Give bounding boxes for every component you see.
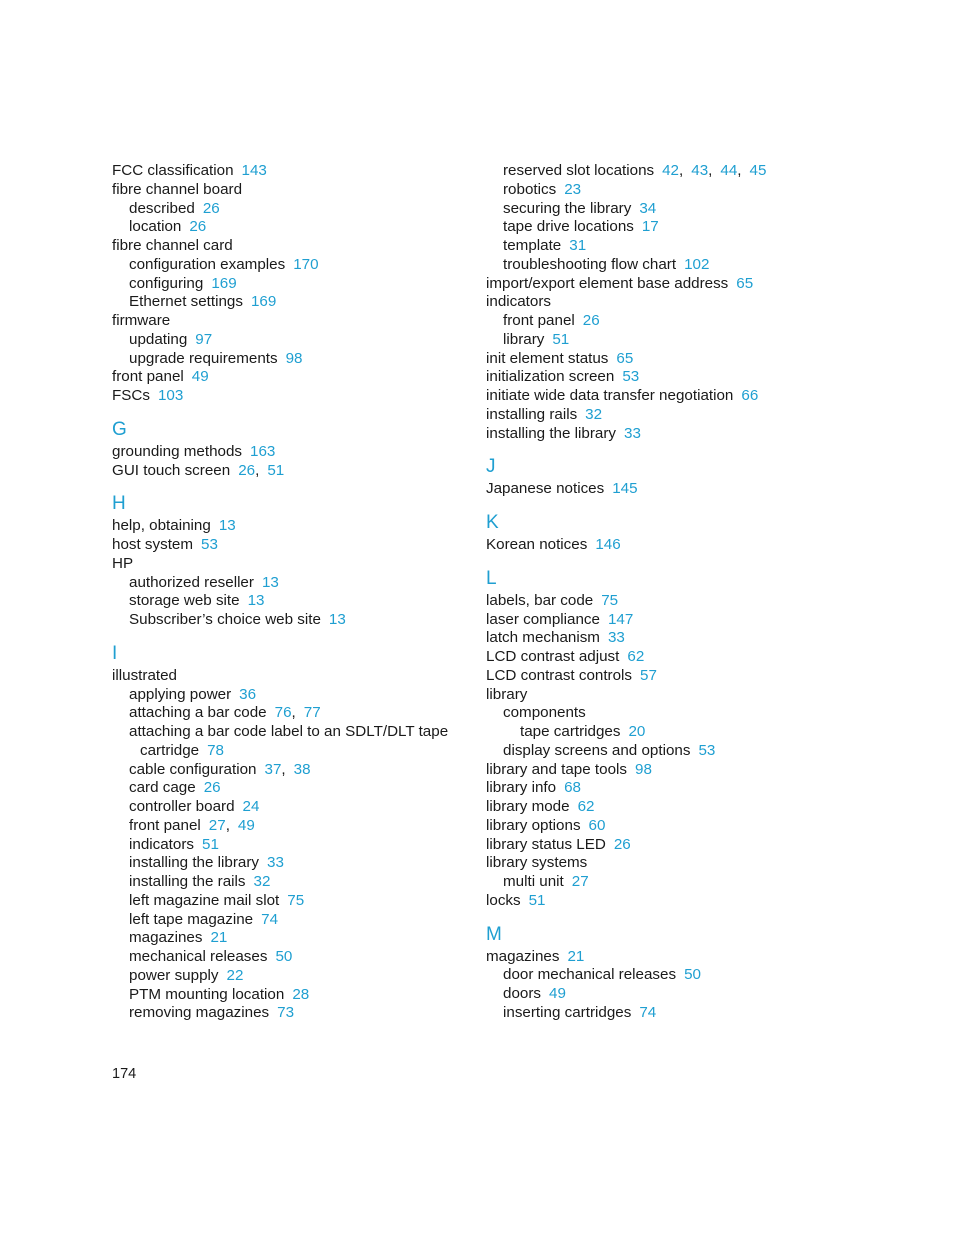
index-entry — [486, 181, 826, 200]
index-entry — [112, 443, 472, 462]
index-entry — [486, 723, 826, 742]
index-entry — [112, 986, 472, 1005]
index-entry — [112, 929, 472, 948]
index-term: Korean notices — [486, 536, 588, 553]
index-term: mechanical releases — [129, 948, 268, 965]
page-link[interactable]: 21 — [210, 929, 228, 947]
section-letter-i: I — [112, 642, 118, 664]
page-link[interactable]: 34 — [639, 199, 657, 217]
page-separator: , — [291, 704, 296, 722]
index-term: cartridge — [140, 741, 200, 759]
index-entry — [486, 854, 826, 873]
index-term: GUI touch screen — [112, 461, 231, 479]
index-entry — [486, 836, 826, 855]
index-term: configuration examples — [129, 255, 286, 273]
index-entry — [486, 611, 826, 630]
index-entry — [486, 817, 826, 836]
page-link[interactable]: 38 — [293, 760, 311, 778]
index-term: initiate wide data transfer negotiation — [486, 387, 734, 404]
index-entry — [112, 854, 472, 873]
page-link[interactable]: 145 — [612, 480, 638, 498]
page-link[interactable]: 13 — [328, 611, 346, 628]
index-term: PTM mounting location — [129, 985, 285, 1003]
index-term: multi unit — [503, 873, 564, 890]
index-entry — [486, 200, 826, 219]
page-link[interactable]: 37 — [264, 760, 282, 778]
page-link[interactable]: 26 — [238, 461, 256, 479]
index-entry — [112, 873, 472, 892]
page-link[interactable]: 23 — [564, 180, 582, 198]
page-link[interactable]: 146 — [595, 536, 621, 553]
index-term: library systems — [486, 854, 588, 872]
index-term: components — [503, 704, 586, 722]
page-link[interactable]: 26 — [613, 835, 631, 853]
page-number: 174 — [112, 1066, 137, 1082]
index-entry — [112, 350, 472, 369]
index-entry — [112, 162, 472, 181]
index-entry — [486, 686, 826, 705]
page-link[interactable]: 45 — [749, 162, 767, 179]
index-term: applying power — [129, 685, 232, 703]
index-term: Subscriber’s choice web site — [129, 611, 321, 628]
index-entry — [486, 293, 826, 312]
page-link[interactable]: 24 — [242, 798, 260, 815]
index-term: front panel — [112, 368, 184, 386]
page-link[interactable]: 26 — [202, 199, 220, 217]
index-entry — [486, 1004, 826, 1023]
index-term: library — [486, 685, 528, 703]
page-link[interactable]: 57 — [640, 666, 657, 684]
page-link[interactable]: 50 — [275, 948, 293, 965]
index-term: indicators — [129, 835, 194, 853]
index-term: library and tape tools — [486, 760, 627, 778]
index-entry — [486, 667, 826, 686]
index-term: card cage — [129, 779, 196, 797]
index-term: locks — [486, 891, 521, 909]
index-term: installing rails — [486, 405, 578, 423]
page-link[interactable]: 49 — [237, 816, 255, 834]
page-link[interactable]: 44 — [720, 162, 738, 179]
index-entry — [486, 162, 826, 181]
page-link[interactable]: 32 — [585, 405, 603, 423]
index-term: installing the library — [486, 424, 616, 442]
page-link[interactable]: 53 — [698, 741, 716, 759]
index-entry — [486, 592, 826, 611]
index-term: installing the rails — [129, 873, 246, 890]
index-term: template — [503, 237, 562, 254]
index-entry — [112, 275, 472, 294]
page-link[interactable]: 51 — [528, 891, 546, 909]
index-entry — [486, 779, 826, 798]
index-term: controller board — [129, 798, 235, 815]
page-link[interactable]: 50 — [684, 966, 701, 984]
page-link[interactable]: 74 — [639, 1003, 657, 1021]
index-term: latch mechanism — [486, 629, 600, 647]
page-link[interactable]: 75 — [287, 891, 305, 909]
index-term: labels, bar code — [486, 591, 594, 609]
section-letter-h: H — [112, 493, 126, 515]
index-entry — [486, 387, 826, 406]
page-link[interactable]: 43 — [691, 162, 709, 179]
index-term: LCD contrast adjust — [486, 648, 620, 665]
index-term: FCC classification — [112, 162, 234, 179]
index-term: inserting cartridges — [503, 1003, 632, 1021]
page-link[interactable]: 169 — [250, 293, 277, 311]
index-entry — [112, 761, 472, 780]
page-link[interactable]: 75 — [601, 591, 619, 609]
index-entry — [486, 480, 826, 499]
index-term: doors — [503, 985, 541, 1002]
index-term: library options — [486, 816, 581, 834]
page-link[interactable]: 66 — [741, 387, 759, 404]
page-separator: , — [281, 760, 286, 778]
index-entry — [486, 275, 826, 294]
index-entry — [112, 462, 472, 481]
index-term: LCD contrast controls — [486, 666, 633, 684]
index-term: initialization screen — [486, 368, 615, 386]
page-link[interactable]: 102 — [684, 255, 710, 273]
page-separator: , — [225, 816, 230, 834]
page-link[interactable]: 169 — [211, 274, 237, 292]
index-term: laser compliance — [486, 610, 600, 628]
index-entry — [486, 350, 826, 369]
index-term: library mode — [486, 798, 570, 815]
index-entry — [112, 256, 472, 275]
index-term: indicators — [486, 293, 551, 311]
index-term: import/export element base address — [486, 274, 729, 292]
index-term: configuring — [129, 274, 204, 292]
index-entry — [112, 817, 472, 836]
index-entry — [112, 592, 472, 611]
page-link[interactable]: 65 — [616, 349, 634, 367]
index-entry — [486, 629, 826, 648]
index-entry — [112, 967, 472, 986]
index-term: fibre channel board — [112, 180, 243, 198]
page-link[interactable]: 42 — [662, 162, 680, 179]
index-term: magazines — [129, 929, 203, 947]
index-entry — [112, 798, 472, 817]
section-letter-l: L — [486, 567, 497, 589]
page-link[interactable]: 76 — [274, 704, 292, 722]
index-term: left tape magazine — [129, 910, 254, 928]
page-link[interactable]: 27 — [571, 873, 589, 890]
page-separator: , — [255, 461, 260, 479]
page-link[interactable]: 17 — [641, 218, 659, 236]
section-letter-k: K — [486, 512, 499, 533]
index-term: tape cartridges — [520, 723, 621, 740]
index-entry — [486, 892, 826, 911]
index-entry — [486, 742, 826, 761]
index-entry — [486, 873, 826, 892]
index-entry — [112, 293, 472, 312]
index-term: attaching a bar code — [129, 704, 267, 722]
index-term: securing the library — [503, 199, 632, 217]
page-link[interactable]: 170 — [293, 255, 319, 273]
index-entry — [486, 331, 826, 350]
page-link[interactable]: 77 — [303, 704, 321, 722]
index-term: library info — [486, 779, 557, 797]
page-link[interactable]: 13 — [247, 592, 265, 610]
page-link[interactable]: 49 — [191, 368, 209, 386]
index-entry — [112, 368, 472, 387]
index-term: library status LED — [486, 835, 606, 853]
index-entry — [486, 406, 826, 425]
page-link[interactable]: 33 — [607, 629, 625, 647]
index-entry — [112, 723, 472, 742]
page-link[interactable]: 32 — [253, 873, 271, 890]
page-link[interactable]: 20 — [628, 723, 646, 740]
page-link[interactable]: 98 — [285, 349, 303, 367]
index-term: library — [503, 330, 545, 348]
index-column-right — [486, 162, 826, 1023]
index-entry — [112, 779, 472, 798]
index-term: location — [129, 218, 182, 236]
page-link[interactable]: 103 — [157, 387, 184, 404]
index-entry — [112, 536, 472, 555]
index-term: robotics — [503, 180, 557, 198]
index-entry — [112, 892, 472, 911]
index-entry — [112, 331, 472, 350]
index-entry — [112, 611, 472, 630]
index-term: upgrade requirements — [129, 349, 278, 367]
page-link[interactable]: 53 — [622, 368, 640, 386]
page-link[interactable]: 78 — [207, 741, 224, 759]
index-entry — [112, 686, 472, 705]
index-term: fibre channel card — [112, 237, 233, 254]
index-entry — [112, 218, 472, 237]
index-column-left — [112, 162, 472, 1023]
index-term: troubleshooting flow chart — [503, 255, 677, 273]
index-term: help, obtaining — [112, 517, 211, 535]
index-entry — [486, 218, 826, 237]
index-entry — [486, 648, 826, 667]
index-term: display screens and options — [503, 741, 691, 759]
page-link[interactable]: 62 — [577, 798, 595, 815]
index-term: reserved slot locations — [503, 162, 655, 179]
page-link[interactable]: 62 — [627, 648, 645, 665]
index-entry — [112, 237, 472, 256]
index-term: cable configuration — [129, 760, 257, 778]
section-letter-g: G — [112, 418, 127, 440]
page-separator: , — [708, 162, 713, 179]
page-separator: , — [737, 162, 742, 179]
page-link[interactable]: 26 — [203, 779, 221, 797]
index-entry — [486, 966, 826, 985]
index-term: firmware — [112, 312, 171, 329]
index-term: magazines — [486, 947, 560, 965]
index-entry — [486, 536, 826, 555]
index-term: illustrated — [112, 666, 177, 684]
page-link[interactable]: 51 — [552, 330, 570, 348]
page-link[interactable]: 31 — [569, 237, 587, 254]
index-entry — [112, 200, 472, 219]
page-link[interactable]: 74 — [261, 910, 279, 928]
page-link[interactable]: 147 — [607, 610, 634, 628]
index-entry — [486, 368, 826, 387]
index-entry — [112, 742, 472, 761]
index-term: described — [129, 199, 195, 217]
index-term: door mechanical releases — [503, 966, 677, 984]
page-link[interactable]: 65 — [736, 274, 754, 292]
index-entry — [112, 1004, 472, 1023]
index-term: grounding methods — [112, 442, 243, 460]
index-term: removing magazines — [129, 1004, 270, 1022]
index-entry — [486, 985, 826, 1004]
index-term: Japanese notices — [486, 480, 605, 498]
index-entry — [486, 256, 826, 275]
page-link[interactable]: 27 — [208, 816, 226, 834]
index-term: init element status — [486, 349, 609, 367]
index-term: HP — [112, 554, 134, 572]
page-link[interactable]: 21 — [567, 947, 585, 965]
page-link[interactable]: 33 — [624, 424, 641, 442]
index-entry — [112, 836, 472, 855]
index-term: installing the library — [129, 854, 259, 872]
index-entry — [486, 704, 826, 723]
page-separator: , — [679, 162, 684, 179]
page-link[interactable]: 36 — [239, 685, 257, 703]
index-term: storage web site — [129, 592, 240, 610]
index-entry — [112, 574, 472, 593]
page-link[interactable]: 68 — [564, 779, 581, 797]
index-entry — [486, 425, 826, 444]
page-link[interactable]: 98 — [635, 760, 652, 778]
index-entry — [486, 761, 826, 780]
page-link[interactable]: 13 — [261, 573, 279, 591]
index-entry — [112, 387, 472, 406]
index-term: FSCs — [112, 387, 150, 404]
section-letter-m: M — [486, 923, 502, 945]
index-term: updating — [129, 330, 188, 348]
index-entry — [112, 312, 472, 331]
page-link[interactable]: 51 — [202, 835, 219, 853]
index-term: attaching a bar code label to an SDLT/DLT tape — [129, 723, 449, 740]
page-link[interactable]: 26 — [189, 218, 207, 236]
index-term: Ethernet settings — [129, 293, 243, 311]
page-link[interactable]: 26 — [582, 312, 600, 329]
index-entry — [112, 667, 472, 686]
page-link[interactable]: 143 — [241, 162, 267, 179]
index-term: authorized reseller — [129, 573, 254, 591]
index-entry — [486, 312, 826, 331]
index-term: power supply — [129, 966, 219, 984]
page-link[interactable]: 73 — [277, 1004, 295, 1022]
index-term: front panel — [129, 816, 201, 834]
page-link[interactable]: 53 — [201, 536, 218, 553]
page-link[interactable]: 13 — [218, 517, 236, 535]
page-link[interactable]: 33 — [267, 854, 284, 872]
index-term: host system — [112, 536, 194, 553]
index-entry — [112, 181, 472, 200]
index-entry — [112, 517, 472, 536]
page-link[interactable]: 49 — [549, 985, 566, 1002]
page-link[interactable]: 163 — [250, 442, 276, 460]
page-link[interactable]: 51 — [267, 461, 285, 479]
page-link[interactable]: 22 — [226, 966, 244, 984]
index-entry — [112, 948, 472, 967]
index-entry — [112, 555, 472, 574]
page-link[interactable]: 28 — [292, 985, 310, 1003]
index-entry — [112, 704, 472, 723]
index-entry — [486, 948, 826, 967]
index-term: front panel — [503, 312, 575, 329]
section-letter-j: J — [486, 456, 496, 478]
index-term: left magazine mail slot — [129, 891, 280, 909]
index-entry — [112, 911, 472, 930]
index-entry — [486, 237, 826, 256]
page-link[interactable]: 60 — [588, 816, 606, 834]
index-term: tape drive locations — [503, 218, 634, 236]
index-entry — [486, 798, 826, 817]
page-link[interactable]: 97 — [195, 330, 213, 348]
